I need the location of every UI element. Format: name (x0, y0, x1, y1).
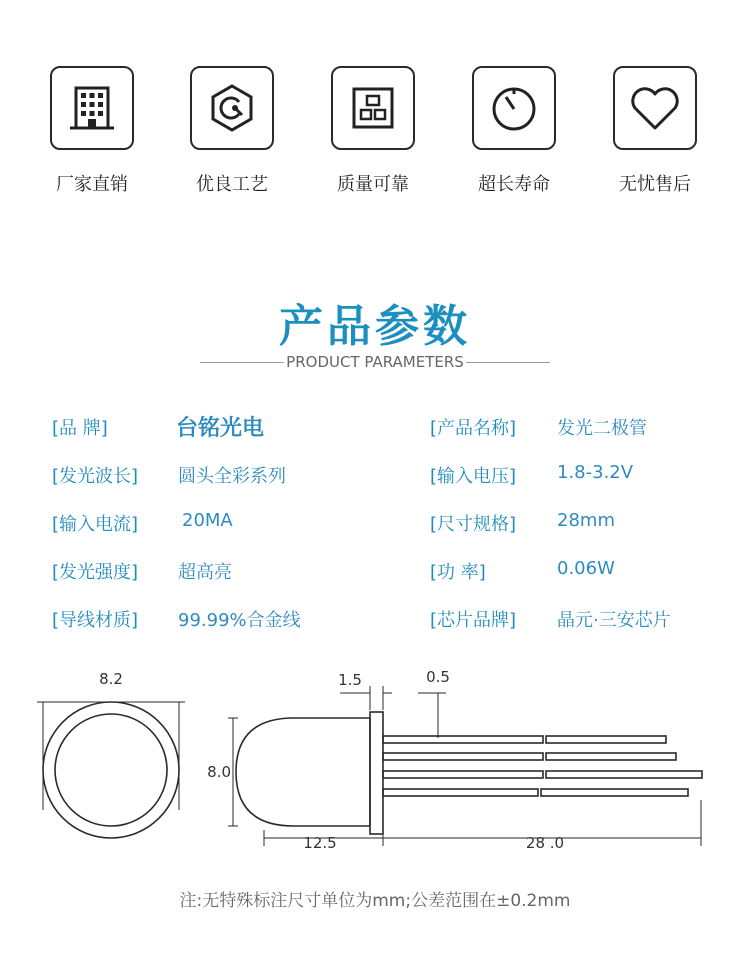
param-row (430, 606, 671, 632)
craft-icon (190, 66, 274, 150)
param-key: [发光强度] (52, 562, 139, 583)
quality-icon (331, 66, 415, 150)
feature-label: 无忧售后 (619, 174, 691, 195)
feature-label: 厂家直销 (56, 174, 128, 195)
param-value: 99.99%合金线 (178, 610, 301, 631)
features-row (0, 0, 750, 210)
param-key: [发光波长] (52, 466, 139, 487)
dim-body-length: 12.5 (303, 834, 337, 852)
feature-label: 质量可靠 (337, 174, 409, 195)
param-key: [导线材质] (52, 610, 139, 631)
feature-quality (331, 66, 415, 195)
led-front-inner (55, 714, 167, 826)
feature-lifespan (472, 66, 556, 195)
feature-label: 超长寿命 (478, 174, 550, 195)
param-value: 28mm (557, 510, 615, 531)
param-row (430, 558, 615, 584)
feature-factory (50, 66, 134, 195)
param-value: 超高亮 (178, 562, 232, 583)
section-subtitle-text: PRODUCT PARAMETERS (286, 353, 464, 371)
param-value: 0.06W (557, 558, 615, 579)
param-row (52, 510, 233, 536)
param-row (52, 462, 286, 488)
divider (200, 362, 284, 363)
building-icon (50, 66, 134, 150)
param-key: [品 牌] (52, 418, 108, 439)
param-value: 晶元·三安芯片 (557, 610, 671, 631)
param-key: [尺寸规格] (430, 514, 517, 535)
feature-aftersales (613, 66, 697, 195)
brand-value: 台铭光电 (176, 416, 265, 441)
param-key: [输入电压] (430, 466, 517, 487)
param-key: [输入电流] (52, 514, 139, 535)
param-row (430, 510, 615, 536)
led-flange (370, 712, 383, 834)
param-key: [功 率] (430, 562, 486, 583)
param-row (52, 606, 301, 632)
dim-height: 8.0 (207, 763, 231, 781)
feature-craft (190, 66, 274, 195)
led-body (236, 718, 370, 826)
param-value: 1.8-3.2V (557, 462, 634, 483)
param-row (52, 558, 232, 584)
dim-diameter: 8.2 (99, 670, 123, 688)
section-title: 产品参数 (279, 301, 471, 352)
param-value: 20MA (182, 510, 233, 531)
dimension-note: 注:无特殊标注尺寸单位为mm;公差范围在±0.2mm (179, 891, 571, 911)
param-value: 发光二极管 (557, 418, 647, 439)
param-row (52, 414, 265, 441)
heart-icon (613, 66, 697, 150)
dim-lead-length: 28 .0 (525, 834, 565, 852)
param-row (430, 462, 634, 488)
led-leads (383, 736, 702, 796)
feature-label: 优良工艺 (196, 174, 268, 195)
param-value: 圆头全彩系列 (178, 466, 286, 487)
timer-icon (472, 66, 556, 150)
param-key: [产品名称] (430, 418, 517, 439)
param-key: [芯片品牌] (430, 610, 517, 631)
divider (466, 362, 550, 363)
section-subtitle (0, 353, 750, 371)
param-row (430, 414, 647, 440)
led-front-outer (43, 702, 179, 838)
dim-flange: 1.5 (338, 671, 362, 689)
dimension-diagram (0, 660, 750, 860)
dim-lead: 0.5 (426, 668, 450, 686)
